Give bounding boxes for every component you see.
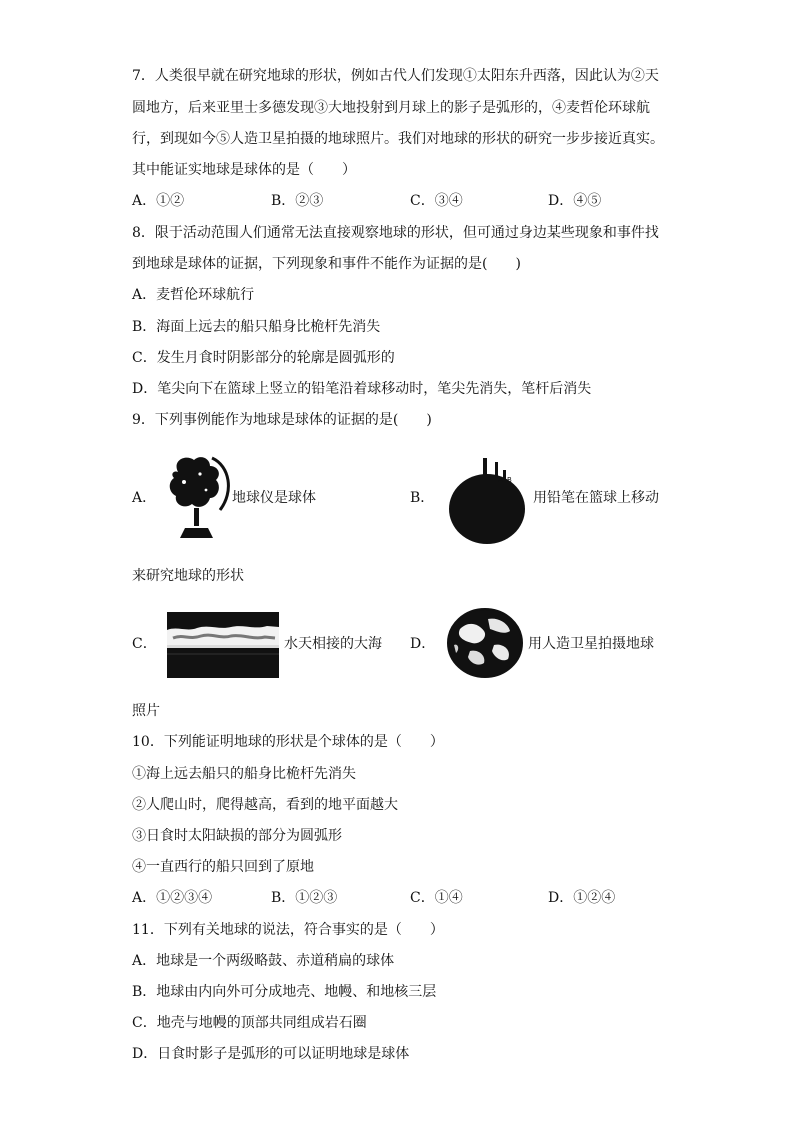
q11-stem: 11．下列有关地球的说法，符合事实的是（ ） xyxy=(132,922,444,938)
q11-option-a[interactable]: A．地球是一个两级略鼓、赤道稍扁的球体 xyxy=(132,953,395,969)
q7-line-2: 圆地方，后来亚里士多德发现③大地投射到月球上的影子是弧形的，④麦哲伦环球航 xyxy=(132,100,650,116)
pencil-label-b: B xyxy=(507,476,512,484)
sea-horizon-image xyxy=(167,612,279,678)
q8-option-b[interactable]: B．海面上远去的船只船身比桅杆先消失 xyxy=(132,319,381,335)
q10-option-a[interactable]: A．①②③④ xyxy=(132,890,213,906)
q9-option-d-caption: 用人造卫星拍摄地球 xyxy=(528,636,654,652)
q7-option-c[interactable]: C．③④ xyxy=(410,193,463,209)
q10-option-d[interactable]: D．①②④ xyxy=(548,890,616,906)
q9-option-c-letter[interactable]: C． xyxy=(132,636,157,652)
q9-option-b-letter[interactable]: B． xyxy=(410,490,435,506)
q7-option-b[interactable]: B．②③ xyxy=(271,193,324,209)
q9-option-d-letter[interactable]: D． xyxy=(410,636,436,652)
q7-option-d[interactable]: D．④⑤ xyxy=(548,193,602,209)
q10-option-c[interactable]: C．①④ xyxy=(410,890,463,906)
basketball-pencil-image xyxy=(447,454,533,544)
q9-stem: 9．下列事例能作为地球是球体的证据的是( ) xyxy=(132,412,432,428)
q7-option-a[interactable]: A．①② xyxy=(132,193,185,209)
q8-option-a[interactable]: A．麦哲伦环球航行 xyxy=(132,287,255,303)
q7-line-1: 7．人类很早就在研究地球的形状，例如古代人们发现①太阳东升西落，因此认为②天 xyxy=(132,68,659,84)
q9-option-b-caption: 用铅笔在篮球上移动 xyxy=(533,490,659,506)
q11-option-d[interactable]: D．日食时影子是弧形的可以证明地球是球体 xyxy=(132,1046,410,1062)
q7-line-4: 其中能证实地球是球体的是（ ） xyxy=(132,162,356,178)
q10-stem: 10．下列能证明地球的形状是个球体的是（ ） xyxy=(132,734,444,750)
q8-line-2: 到地球是球体的证据，下列现象和事件不能作为证据的是( ) xyxy=(132,256,521,272)
pencil-label-a: A xyxy=(498,476,503,484)
q11-option-b[interactable]: B．地球由内向外可分成地壳、地幔、和地核三层 xyxy=(132,984,437,1000)
q10-item-2: ②人爬山时，爬得越高，看到的地平面越大 xyxy=(132,797,398,813)
q10-option-b[interactable]: B．①②③ xyxy=(271,890,338,906)
q9-option-b-caption-wrap: 来研究地球的形状 xyxy=(132,568,244,584)
q8-line-1: 8．限于活动范围人们通常无法直接观察地球的形状，但可通过身边某些现象和事件找 xyxy=(132,225,659,241)
q8-option-c[interactable]: C．发生月食时阴影部分的轮廓是圆弧形的 xyxy=(132,350,395,366)
q11-option-c[interactable]: C．地壳与地幔的顶部共同组成岩石圈 xyxy=(132,1015,367,1031)
earth-photo-image xyxy=(446,607,524,679)
q9-option-a-letter[interactable]: A． xyxy=(132,490,157,506)
q10-item-4: ④一直西行的船只回到了原地 xyxy=(132,859,314,875)
q10-item-3: ③日食时太阳缺损的部分为圆弧形 xyxy=(132,828,342,844)
q9-option-c-caption: 水天相接的大海 xyxy=(284,636,382,652)
q9-option-a-caption: 地球仪是球体 xyxy=(232,490,316,506)
q10-item-1: ①海上远去船只的船身比桅杆先消失 xyxy=(132,766,356,782)
q8-option-d[interactable]: D．笔尖向下在篮球上竖立的铅笔沿着球移动时，笔尖先消失，笔杆后消失 xyxy=(132,381,592,397)
q9-option-d-caption-wrap: 照片 xyxy=(132,703,160,719)
globe-image xyxy=(164,452,234,544)
q7-line-3: 行，到现如今⑤人造卫星拍摄的地球照片。我们对地球的形状的研究一步步接近真实。 xyxy=(132,131,664,147)
